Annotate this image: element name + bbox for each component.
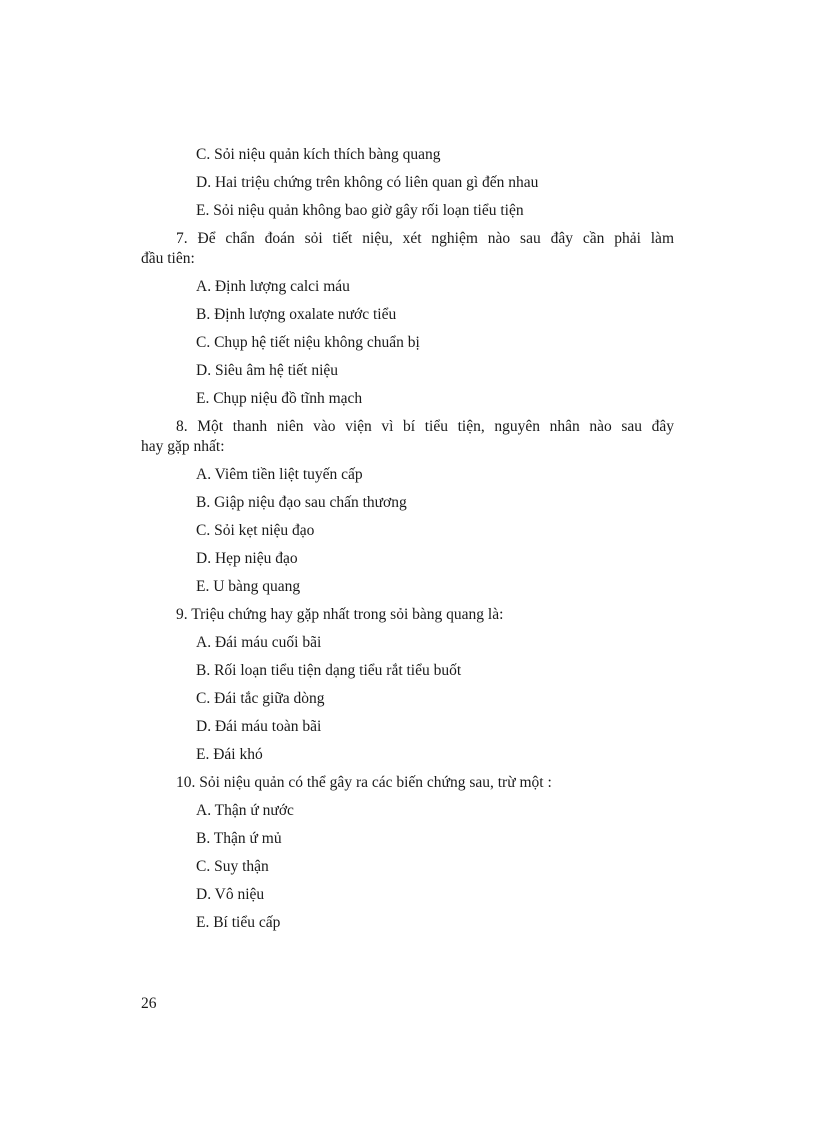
q6-option-d: D. Hai triệu chứng trên không có liên quan gì đến nhau [196, 174, 539, 191]
q7-stem-line2: đầu tiên: [141, 250, 195, 267]
q7-option-c: C. Chụp hệ tiết niệu không chuẩn bị [196, 334, 420, 351]
q8-option-c: C. Sỏi kẹt niệu đạo [196, 522, 315, 539]
q10-stem: 10. Sỏi niệu quản có thể gây ra các biến chứng sau, trừ một : [176, 774, 552, 791]
q10-option-e: E. Bí tiểu cấp [196, 914, 281, 931]
q6-option-e: E. Sỏi niệu quản không bao giờ gây rối loạn tiểu tiện [196, 202, 524, 219]
q8-option-e: E. U bàng quang [196, 578, 301, 595]
q7-option-e: E. Chụp niệu đồ tĩnh mạch [196, 390, 363, 407]
q9-option-c: C. Đái tắc giữa dòng [196, 690, 325, 707]
q8-option-b: B. Giập niệu đạo sau chấn thương [196, 494, 407, 511]
q10-option-c: C. Suy thận [196, 858, 269, 875]
q9-option-d: D. Đái máu toàn bãi [196, 718, 322, 735]
q8-option-d: D. Hẹp niệu đạo [196, 550, 298, 567]
q6-option-c: C. Sỏi niệu quản kích thích bàng quang [196, 146, 441, 163]
page-number: 26 [141, 995, 157, 1012]
q7-option-d: D. Siêu âm hệ tiết niệu [196, 362, 339, 379]
q8-stem-line2: hay gặp nhất: [141, 438, 225, 455]
q10-option-d: D. Vô niệu [196, 886, 265, 903]
q8-option-a: A. Viêm tiền liệt tuyến cấp [196, 466, 363, 483]
q8-stem-line1: 8. Một thanh niên vào viện vì bí tiểu tiện, nguyên nhân nào sau đây [176, 418, 674, 435]
q7-stem-line1: 7. Để chẩn đoán sỏi tiết niệu, xét nghiệm nào sau đây cần phải làm [176, 230, 674, 247]
q9-option-b: B. Rối loạn tiểu tiện dạng tiểu rắt tiểu buốt [196, 662, 462, 679]
q9-stem: 9. Triệu chứng hay gặp nhất trong sỏi bàng quang là: [176, 606, 504, 623]
q9-option-e: E. Đái khó [196, 746, 263, 763]
q10-option-b: B. Thận ứ mủ [196, 830, 282, 847]
q9-option-a: A. Đái máu cuối bãi [196, 634, 322, 651]
q10-option-a: A. Thận ứ nước [196, 802, 294, 819]
q7-option-b: B. Định lượng oxalate nước tiểu [196, 306, 397, 323]
q7-option-a: A. Định lượng calci máu [196, 278, 350, 295]
